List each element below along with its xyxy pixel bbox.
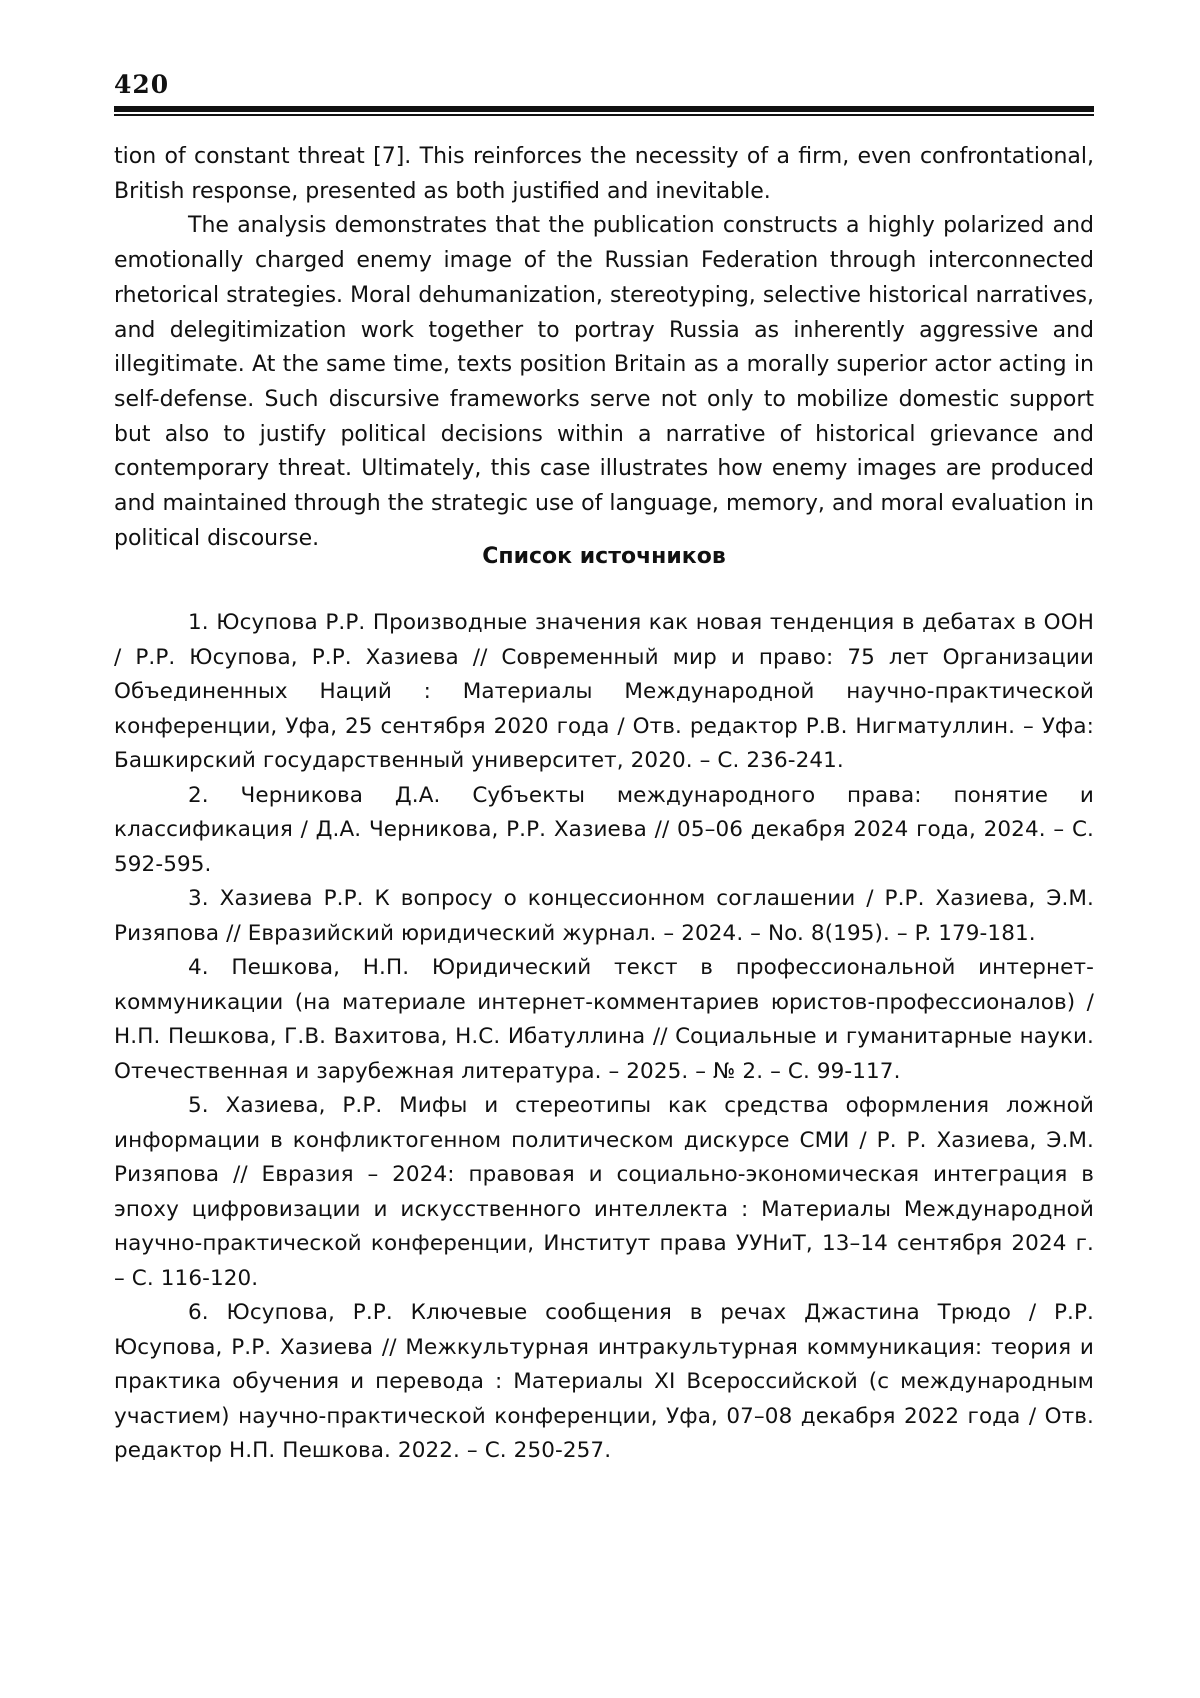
paragraph-continuation: tion of constant threat [7]. This reinforces the necessity of a firm, even confrontational, British response, presented as both justified and inevitable. [114,144,1094,204]
header-rule-thin [114,114,1094,116]
source-item: 4. Пешкова, Н.П. Юридический текст в профессиональной интернет-коммуникации (на материале интернет-комментариев юристов-профессионалов) / Н.П. Пешкова, Г.В. Вахитова, Н.С. Ибатуллина // Социальные и гуманитарные науки. Отечественная и зарубежная литература. – 2025. – № 2. – С. 99-117. [114,955,1094,1084]
header-rule-thick [114,106,1094,112]
page-number: 420 [114,70,170,99]
source-item: 3. Хазиева Р.Р. К вопросу о концессионном соглашении / Р.Р. Хазиева, Э.М. Ризяпова // Евразийский юридический журнал. – 2024. – No. 8(195). – P. 179-181. [114,886,1094,946]
sources-section [114,542,1094,572]
source-item: 2. Черникова Д.А. Субъекты международного права: понятие и классификация / Д.А. Черникова, Р.Р. Хазиева // 05–06 декабря 2024 года, 2024. – С. 592-595. [114,782,1094,877]
source-item: 5. Хазиева, Р.Р. Мифы и стереотипы как средства оформления ложной информации в конфликтогенном политическом дискурсе СМИ / Р. Р. Хазиева, Э.М. Ризяпова // Евразия – 2024: правовая и социально-экономическая интеграция в эпоху цифровизации и искусственного интеллекта : Материалы Международной научно-практической конференции, Институт права УУНиТ, 13–14 сентября 2024 г. – С. 116-120. [114,1093,1094,1291]
sources-title: Список источников [482,544,726,569]
paragraph-conclusion: The analysis demonstrates that the publication constructs a highly polarized and emotionally charged enemy image of the Russian Federation through interconnected rhetorical strategies. Moral dehumanization, stereotyping, selective historical narratives, and delegitimization work together to portray Russia as inherently aggressive and illegitimate. At the same time, texts position Britain as a morally superior actor acting in self-defense. Such discursive frameworks serve not only to mobilize domestic support but also to justify political decisions within a narrative of historical grievance and contemporary threat. Ultimately, this case illustrates how enemy images are produced and maintained through the strategic use of language, memory, and moral evaluation in political discourse. [114,213,1094,551]
body-text [114,140,1094,556]
source-item: 1. Юсупова Р.Р. Производные значения как новая тенденция в дебатах в ООН / Р.Р. Юсупова, Р.Р. Хазиева // Современный мир и право: 75 лет Организации Объединенных Наций : Материалы Международной научно-практической конференции, Уфа, 25 сентября 2020 года / Отв. редактор Р.В. Нигматуллин. – Уфа: Башкирский государственный университет, 2020. – С. 236-241. [114,610,1094,773]
source-item: 6. Юсупова, Р.Р. Ключевые сообщения в речах Джастина Трюдо / Р.Р. Юсупова, Р.Р. Хазиева // Межкультурная интракультурная коммуникация: теория и практика обучения и перевода : Материалы XI Всероссийской (с международным участием) научно-практической конференции, Уфа, 07–08 декабря 2022 года / Отв. редактор Н.П. Пешкова. 2022. – С. 250-257. [114,1300,1094,1463]
sources-list [114,606,1094,1469]
